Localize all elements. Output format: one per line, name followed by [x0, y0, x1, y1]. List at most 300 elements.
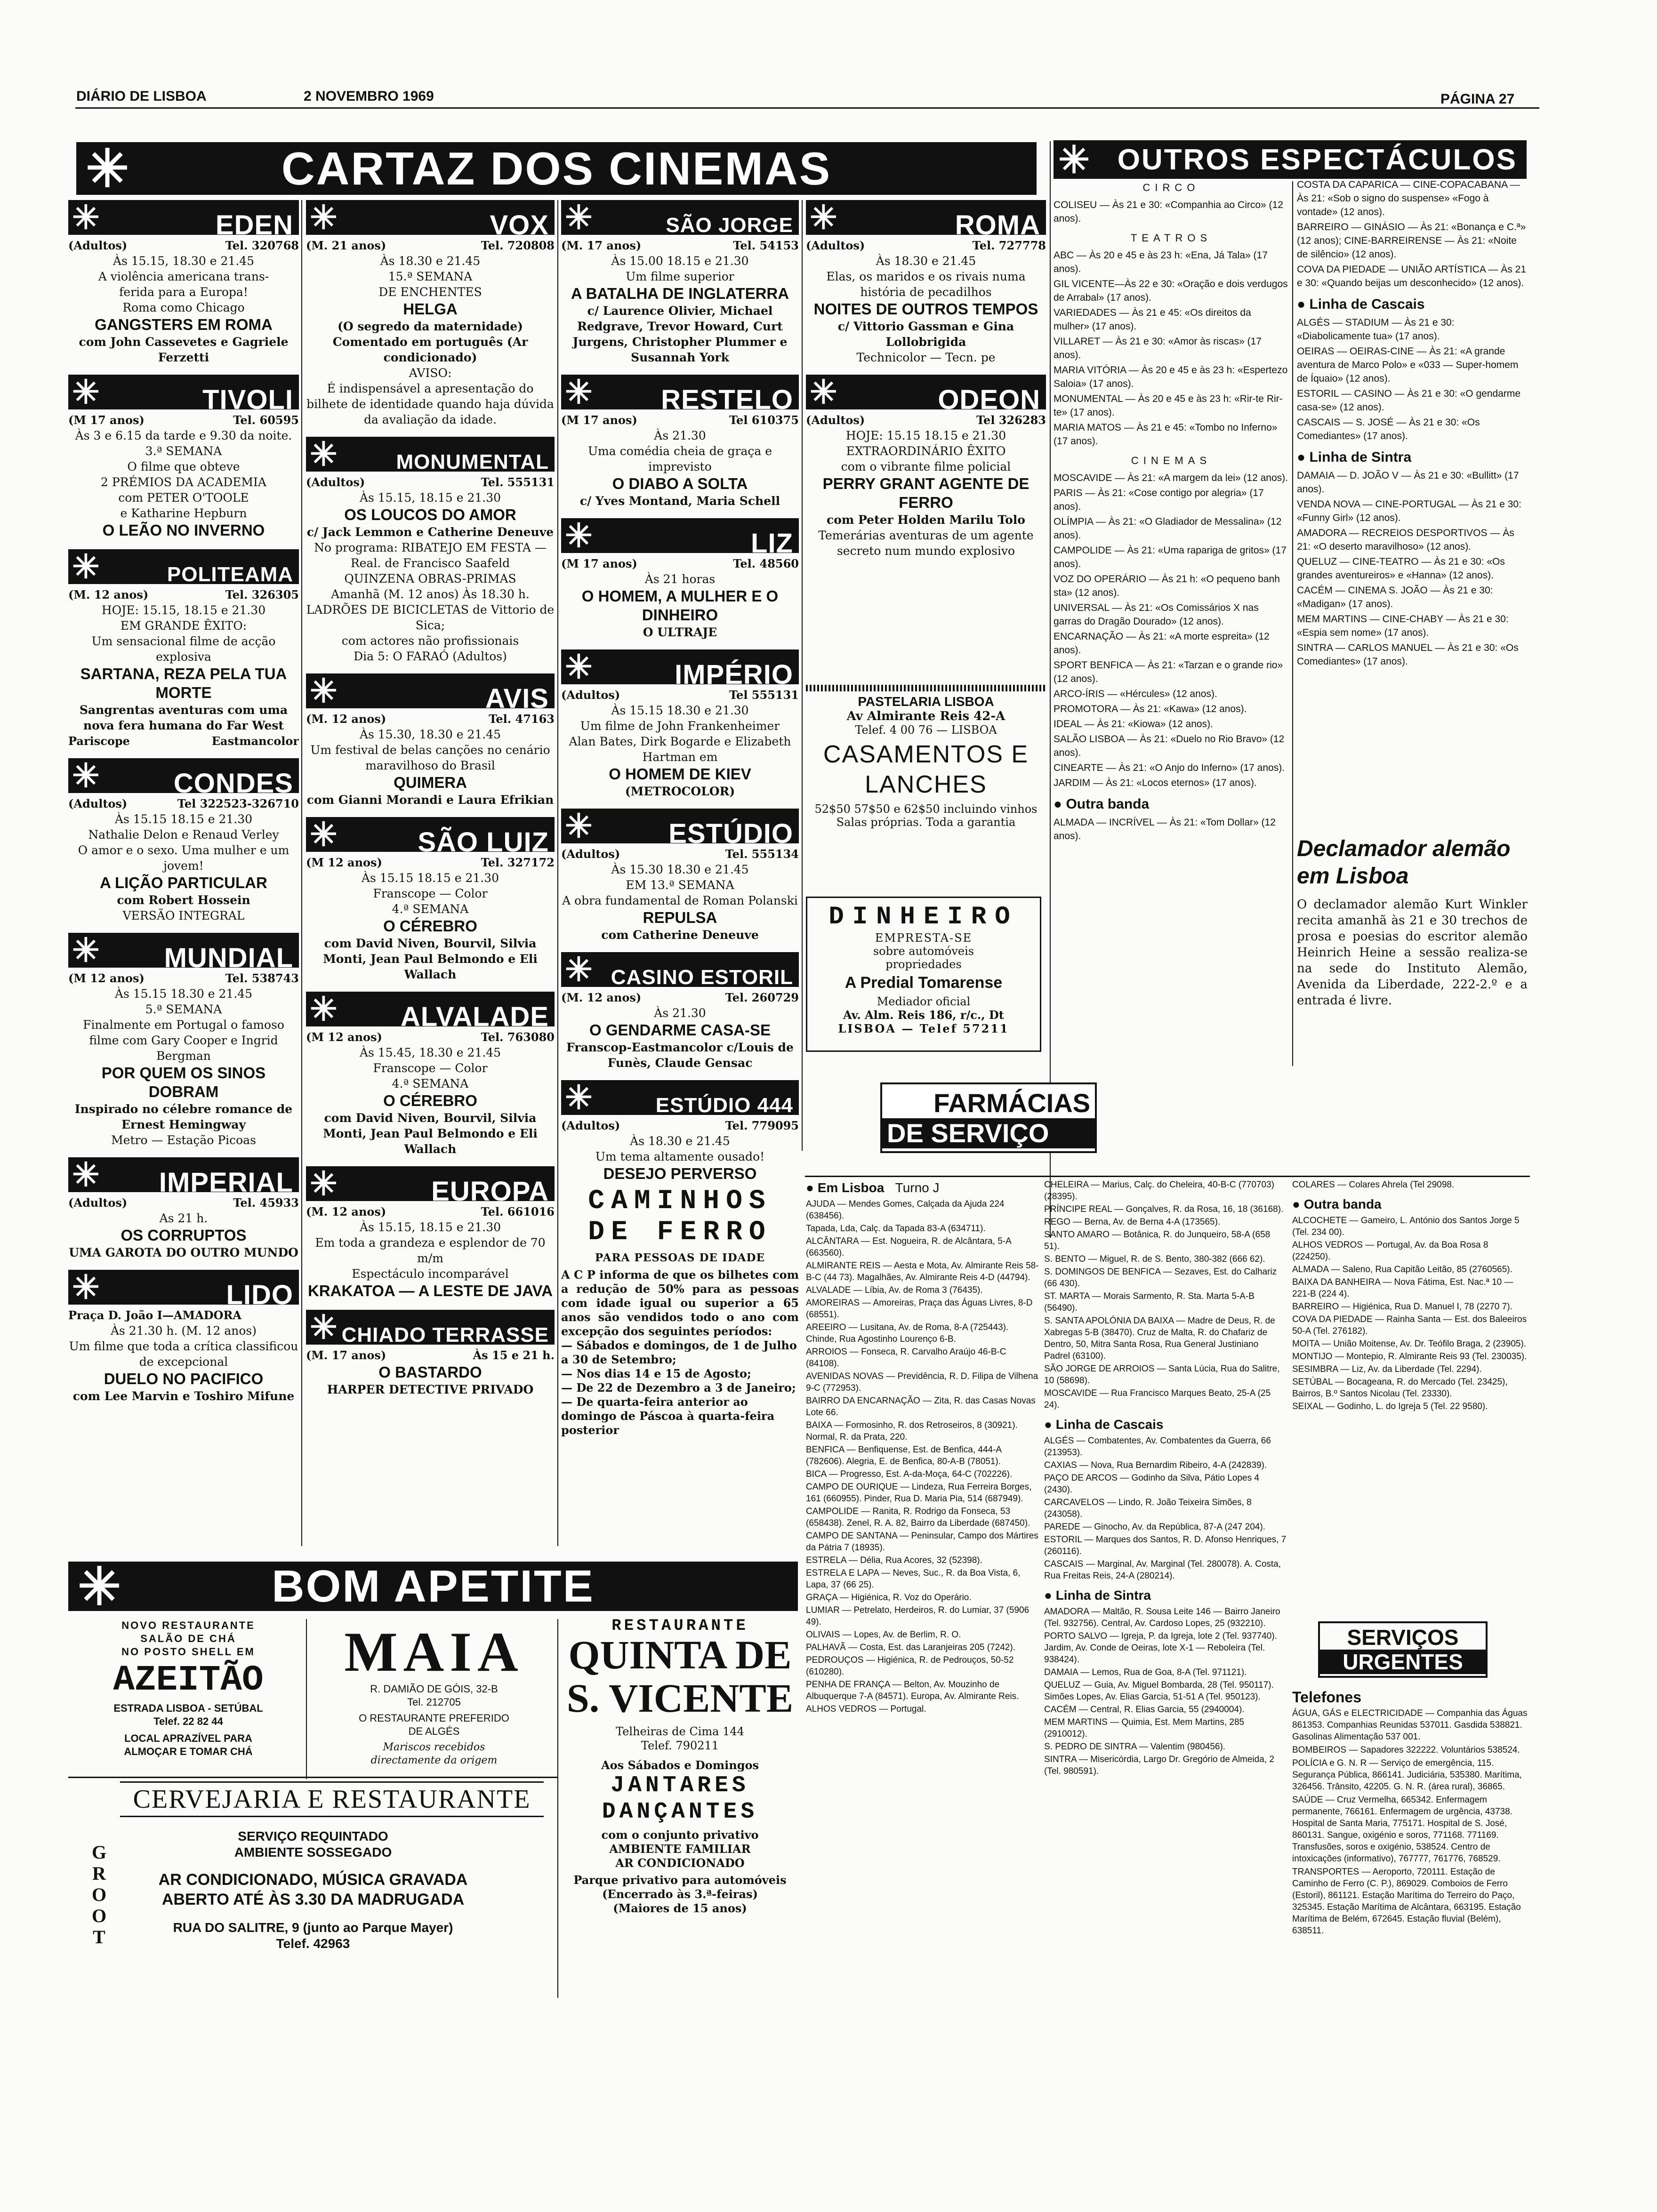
cinema-tel: Tel. 47163 [489, 712, 555, 726]
cinema-name: CHIADO TERRASSE [341, 1323, 549, 1346]
cinema-line: O amor e o sexo. Uma mulher e um jovem! [78, 843, 290, 873]
cinema-tel: Tel. 763080 [481, 1030, 555, 1044]
servicos-list [1292, 1707, 1528, 2098]
servicos-header [1318, 1621, 1488, 1678]
cinema-tel: Tel. 260729 [725, 991, 799, 1004]
asterisk-icon: ✳ [86, 140, 131, 198]
listing-entry: ALCÂNTARA — Est. Nogueira, R. de Alcântara, 5-A (663560). [806, 1236, 1011, 1258]
cinema-line: Às 15.15, 18.30 e 21.45 [113, 254, 255, 268]
cinema-column-2 [306, 200, 555, 1551]
asterisk-icon: ✳ [565, 517, 593, 554]
asterisk-icon: ✳ [72, 1156, 100, 1193]
cinema-name: RESTELO [661, 385, 793, 415]
cinema-footer: Dia 5: O FARAÓ (Adultos) [354, 649, 507, 663]
cinema-line: Franscope — Color [373, 1061, 488, 1075]
listing-entry: AMOREIRAS — Amoreiras, Praça das Águas Livres, 8-D (68551). [806, 1298, 1033, 1320]
col-divider [1050, 141, 1051, 1238]
cinema-footer: É indispensável a apresentação do bilhete de identidade quando haja dúvida da avaliação da idade. [306, 382, 554, 426]
listing-entry: SINTRA — CARLOS MANUEL — Às 21 e 30: «Os Comediantes» (17 anos). [1297, 642, 1519, 667]
farmacias-column-1 [806, 1179, 1039, 2059]
asterisk-icon: ✳ [310, 436, 338, 473]
listing-entry: DAMAIA — D. JOÃO V — Às 21 e 30: «Bullitt» (17 anos). [1297, 470, 1519, 495]
cinema-tel: Tel 322523-326710 [177, 797, 299, 810]
cinema-header [561, 374, 799, 415]
cinema-name: ESTÚDIO [668, 818, 793, 849]
listing-entry: ARCO-ÍRIS — «Hércules» (12 anos). [1054, 689, 1217, 699]
listing-entry: GIL VICENTE—Às 22 e 30: «Oração e dois verdugos de Arrabal» (17 anos). [1054, 279, 1288, 303]
cinema-listing [68, 1157, 299, 1260]
listing-entry: ALMIRANTE REIS — Aesta e Mota, Av. Almirante Reis 58-B-C (44 73). Magalhães, Av. Almirante Reis 4-D (44794). [806, 1261, 1039, 1282]
cinema-listing [306, 673, 555, 808]
asterisk-icon: ✳ [72, 757, 100, 794]
listing-entry: S. SANTA APOLÓNIA DA BAIXA — Madre de Deus, R. de Xabregas 5-B (38470). Cruz de Malta, R. do Chafariz de Dentro, 50, Mitra Santa Rosa, Rua General Justiniano Padrel (63100). [1044, 1316, 1275, 1361]
listing-entry: JARDIM — Às 21: «Locos eternos» (17 anos). [1054, 777, 1257, 788]
cinema-line: A violência americana trans- [98, 270, 269, 283]
listing-entry: SAÚDE — Cruz Vermelha, 665342. Enfermagem permanente, 766161. Enfermagem de urgência, 43738. Hospital de Santa Maria, 775171. Hospital de S. José, 860131. Sangue, oxigénio e soros, 771168. 771169. Transfusões, soros e oxigénio, 538524. Centro de intoxicações (informativo), 767777, 761776, 768529. [1292, 1795, 1512, 1864]
apetite-header [68, 1557, 798, 1616]
sintra-heading: ● Linha de Sintra [1297, 449, 1412, 465]
ad-divider [68, 1777, 558, 1778]
caminhos-list [561, 1338, 799, 1437]
masthead-rule [75, 107, 1539, 109]
cinema-rating: Praça D. João I—AMADORA [68, 1308, 242, 1322]
cinema-name: LIZ [751, 528, 793, 559]
film-cast: c/ Yves Montand, Maria Schell [579, 494, 780, 508]
cinema-header [68, 549, 299, 584]
pastelaria-name: PASTELARIA LISBOA [858, 694, 994, 709]
cinema-listing [306, 1166, 555, 1300]
cinema-tel: Tel. 48560 [733, 557, 799, 570]
listing-entry: MEM MARTINS — Quimia, Est. Mem Martins, 285 (2910012). [1044, 1717, 1245, 1739]
cinema-listing [561, 518, 799, 640]
cinema-tel: Tel. 538743 [225, 971, 299, 985]
film-title: PERRY GRANT AGENTE DE FERRO [822, 475, 1030, 511]
cinema-line: Às 18.30 e 21.45 [876, 254, 976, 268]
listing-entry: MONTIJO — Montepio, R. Almirante Reis 93 (Tel. 230035). [1292, 1352, 1527, 1362]
cervejaria-title: CERVEJARIA E RESTAURANTE [120, 1781, 544, 1817]
film-cast: Franscop-Eastmancolor c/Louis de Funès, Claude Gensac [566, 1041, 794, 1070]
cinema-rating: (Adultos) [806, 413, 865, 427]
cinema-column-1 [68, 200, 299, 1551]
quinta-line: (Maiores de 15 anos) [613, 1901, 747, 1915]
film-cast: (O segredo da maternidade) Comentado em português (Ar condicionado) [332, 320, 528, 364]
listing-entry: VENDA NOVA — CINE-PORTUGAL — Às 21 e 30: «Funny Girl» (12 anos). [1297, 499, 1521, 523]
cinema-name: CASINO ESTORIL [611, 966, 793, 989]
cartaz-header [76, 140, 1037, 198]
listing-entry: ALHOS VEDROS — Portugal, Av. da Boa Rosa 8 (224250). [1292, 1240, 1488, 1262]
cinema-listing [306, 437, 555, 664]
azeitao-line: LOCAL APRAZÍVEL PARA [124, 1732, 252, 1744]
cinema-header [68, 1269, 299, 1310]
listing-entry: PALHAVÃ — Costa, Est. das Laranjeiras 205 (7242). [806, 1643, 1015, 1652]
cinema-listing [806, 375, 1046, 559]
dinheiro-line: Av. Alm. Reis 186, r/c., Dt [843, 1008, 1004, 1022]
film-cast: Inspirado no célebre romance de Ernest Hemingway [74, 1102, 293, 1131]
cinema-rating: (M. 12 anos) [306, 712, 386, 726]
cinema-rating: (Adultos) [68, 1196, 128, 1210]
cascais-title: Linha de Cascais [1309, 297, 1425, 312]
film-cast: (METROCOLOR) [625, 785, 735, 798]
listing-entry: MOITA — União Moitense, Av. Dr. Teófilo Braga, 2 (23905). [1292, 1339, 1527, 1349]
cinema-line: Roma como Chicago [122, 301, 245, 314]
quinta-line: Telheiras de Cima 144 [616, 1725, 744, 1738]
film-title: OS CORRUPTOS [121, 1226, 247, 1244]
film-cast: Sangrentas aventuras com uma nova fera humana do Far West [79, 703, 288, 732]
cinema-rating: (Adultos) [68, 239, 128, 252]
listing-entry: BICA — Progresso, Est. A-da-Moça, 64-C (702226). [806, 1469, 1013, 1479]
cinema-rating: (M. 17 anos) [306, 1348, 386, 1362]
listing-entry: PAREDE — Ginocho, Av. da República, 87-A (247 204). [1044, 1522, 1265, 1532]
film-title: O GENDARME CASA-SE [589, 1021, 771, 1039]
azeitao-line: ALMOÇAR E TOMAR CHÁ [124, 1746, 253, 1757]
listing-entry: BENFICA — Benfiquense, Est. de Benfica, 444-A (782606). Alegria, E. de Benfica, 80-A-B (78051). [806, 1445, 1002, 1467]
cinema-footer-text: Eastmancolor [211, 734, 299, 748]
cinema-line: Espectáculo incomparável [352, 1267, 509, 1281]
cinema-name: SÃO LUIZ [418, 827, 549, 858]
listing-entry: CACÉM — CINEMA S. JOÃO — Às 21 e 30: «Madigan» (17 anos). [1297, 585, 1493, 609]
listing-entry: S. DOMINGOS DE BENFICA — Sezaves, Est. do Calhariz (66 430). [1044, 1267, 1277, 1289]
cinema-listing [68, 758, 299, 923]
cervejaria-line: SERVIÇO REQUINTADO [238, 1829, 388, 1843]
film-cast: c/ Laurence Olivier, Michael Redgrave, Trevor Howard, Curt Jurgens, Christopher Plummer e Susannah York [572, 304, 788, 364]
cinema-tel: Tel. 60595 [233, 413, 299, 427]
listing-entry: POLÍCIA e G. N. R — Serviço de emergência, 115. Segurança Pública, 866141. Judiciária, 535380. Marítima, 326456. Trânsito, 42205. G. N. R. (área rural), 36865. [1292, 1758, 1522, 1792]
cinema-name: ODEON [938, 385, 1040, 415]
cinema-header [68, 757, 299, 799]
film-cast: com Catherine Deneuve [601, 928, 759, 942]
asterisk-icon: ✳ [310, 816, 338, 853]
outros-column-2 [1297, 178, 1528, 827]
listing-entry: BAIXA DA BANHEIRA — Nova Fátima, Est. Nac.ª 10 — 221-B (224 4). [1292, 1277, 1513, 1299]
cinema-header [306, 200, 555, 240]
cinema-line: O filme que obteve [127, 460, 240, 473]
listing-entry: ALMADA — Saleno, Rua Capitão Leitão, 85 (2760565). [1292, 1265, 1512, 1274]
listing-entry: MEM MARTINS — CINE-CHABY — Às 21 e 30: «Espia sem nome» (17 anos). [1297, 614, 1509, 638]
listing-entry: VARIEDADES — Às 21 e 45: «Os direitos da mulher» (17 anos). [1054, 307, 1251, 332]
caminhos-item: — Sábados e domingos, de 1 de Julho a 30 de Setembro; [561, 1338, 797, 1366]
film-title: GANGSTERS EM ROMA [95, 316, 273, 333]
cinema-tel: Tel. 54153 [733, 239, 799, 252]
cervejaria-line: ABERTO ATÉ ÀS 3.30 DA MADRUGADA [161, 1891, 465, 1908]
caminhos-ad [561, 1186, 799, 1544]
quinta-jantares: JANTARES [611, 1773, 749, 1798]
film-cast: O ULTRAJE [643, 625, 717, 639]
quinta-line: AMBIENTE FAMILIAR [609, 1842, 751, 1856]
cinema-line: 3.ª SEMANA [145, 444, 222, 458]
maia-line: DE ALGÉS [408, 1725, 460, 1737]
caminhos-title: DE FERRO [588, 1217, 772, 1248]
listing-entry: BAIXA — Formosinho, R. dos Retroseiros, 8 (30921). Normal, R. da Prata, 220. [806, 1420, 1018, 1442]
listing-entry: CAXIAS — Nova, Rua Bernardim Ribeiro, 4-A (242839). [1044, 1460, 1267, 1470]
cinema-listing [68, 375, 299, 540]
film-title: SARTANA, REZA PELA TUA MORTE [80, 665, 287, 701]
cinema-footer: com actores não profissionais [341, 634, 519, 648]
maia-ad [312, 1621, 556, 1777]
listing-entry: MARIA MATOS — Às 21 e 45: «Tombo no Inferno» (17 anos). [1054, 422, 1278, 447]
asterisk-icon: ✳ [810, 200, 838, 236]
cinema-listing [561, 200, 799, 365]
dinheiro-line: EMPRESTA-SE [875, 931, 973, 945]
listing-entry: AREEIRO — Lusitana, Av. de Roma, 8-A (725443). Chinde, Rua Agostinho Lourenço 6-B. [806, 1322, 1009, 1344]
cinema-line: Às 15.15 18.30 e 21.30 [611, 704, 749, 717]
dinheiro-line: LISBOA — Telef 57211 [838, 1022, 1009, 1035]
cinema-name: SÃO JORGE [666, 214, 793, 237]
cinema-line: Às 21.30 [654, 429, 706, 442]
dinheiro-line: propriedades [885, 958, 962, 971]
cinema-rating: (M 12 anos) [68, 971, 145, 985]
outros-title: OUTROS ESPECTÁCULOS [1117, 143, 1517, 176]
pastelaria-note: Salas próprias. Toda a garantia [836, 816, 1016, 829]
cinema-line: Um sensacional filme de acção explosiva [91, 634, 276, 664]
cinema-line: Às 15.15, 18.15 e 21.30 [359, 491, 501, 505]
listing-entry: MARIA VITÓRIA — Às 20 e 45 e às 23 h: «Espertezo Saloia» (17 anos). [1054, 365, 1288, 389]
asterisk-icon: ✳ [310, 200, 338, 236]
cinema-rating: (Adultos) [561, 688, 620, 702]
turno-label: Turno J [895, 1180, 940, 1195]
asterisk-icon: ✳ [72, 1269, 100, 1306]
cinema-tel: Tel. 45933 [233, 1196, 299, 1210]
film-cast: com Peter Holden Marilu Tolo [827, 513, 1025, 527]
cinema-line: 4.ª SEMANA [392, 902, 469, 916]
cinema-listing [306, 817, 555, 982]
maia-line: Mariscos recebidos [383, 1741, 485, 1753]
cinema-line: Às 21 horas [644, 572, 716, 586]
cinema-footer: VERSÃO INTEGRAL [122, 909, 245, 922]
listing-entry: SINTRA — Misericórdia, Largo Dr. Gregório de Almeida, 2 (Tel. 980591). [1044, 1755, 1274, 1776]
listing-entry: ABC — Às 20 e 45 e às 23 h: «Ena, Já Tala» (17 anos). [1054, 250, 1268, 274]
listing-entry: ALHOS VEDROS — Portugal. [806, 1704, 926, 1714]
cinema-line: As 21 h. [159, 1211, 208, 1225]
declamador-title: Declamador alemão [1297, 836, 1511, 861]
cinema-name: LIDO [226, 1280, 293, 1310]
cinema-line: HOJE: 15.15, 18.15 e 21.30 [101, 603, 266, 617]
quinta-line: Aos Sábados e Domingos [601, 1758, 759, 1772]
listing-entry: PORTO SALVO — Igreja, P. da Igreja, lote 2 (Tel. 937740). Jardim, Av. Conde de Oeiras, lote X-1 — Reboleira (Tel. 938424). [1044, 1631, 1277, 1665]
cinema-column-4 [806, 200, 1046, 680]
cinema-listing [306, 200, 555, 427]
cinema-rating: (M 17 anos) [561, 413, 637, 427]
pastelaria-price: 52$50 57$50 e 62$50 incluindo vinhos [814, 802, 1038, 816]
listing-entry: SESIMBRA — Liz, Av. da Liberdade (Tel. 2294). [1292, 1364, 1482, 1374]
listing-entry: VOZ DO OPERÁRIO — Às 21 h: «O pequeno banh sta» (12 anos). [1054, 574, 1280, 598]
listing-entry: COVA DA PIEDADE — Rainha Santa — Est. dos Baleeiros 50-A (Tel. 276182). [1292, 1314, 1527, 1336]
cinema-tel: Tel. 720808 [481, 239, 555, 252]
cinema-footer: Metro — Estação Picoas [111, 1133, 256, 1147]
asterisk-icon: ✳ [1058, 138, 1092, 181]
farmacias-header [880, 1082, 1097, 1153]
cinema-name: ALVALADE [400, 1002, 549, 1032]
cinema-line: Uma comédia cheia de graça e imprevisto [587, 444, 772, 473]
cervejaria-ad [68, 1781, 558, 2003]
listing-entry: ESTRELA E LAPA — Neves, Suc., R. da Boa Vista, 6, Lapa, 37 (66 25). [806, 1568, 1021, 1590]
outra-banda-heading: ● Outra banda [1054, 796, 1150, 812]
film-cast: UMA GAROTA DO OUTRO MUNDO [69, 1246, 298, 1259]
azeitao-line: NO POSTO SHELL EM [121, 1646, 255, 1658]
cinema-name: TIVOLI [202, 385, 293, 415]
cinema-rating: (M 12 anos) [306, 856, 382, 869]
listing-entry: ÁGUA, GÁS e ELECTRICIDADE — Companhia das Águas 861353. Companhias Reunidas 537011. Gasdida 538821. Gasolinas Alimentação 537 001. [1292, 1708, 1528, 1742]
quinta-line: Parque privativo para automóveis [573, 1873, 787, 1887]
film-title: A BATALHA DE INGLATERRA [571, 285, 789, 302]
masthead-date: 2 NOVEMBRO 1969 [304, 88, 434, 104]
cinema-line: HOJE: 15.15 18.15 e 21.30 [845, 429, 1006, 442]
pastelaria-title: CASAMENTOS E LANCHES [823, 741, 1029, 798]
film-title: QUIMERA [394, 774, 467, 791]
cinema-rating: (Adultos) [306, 475, 365, 489]
cinema-rating: (M. 21 anos) [306, 239, 386, 252]
col-divider [1292, 181, 1293, 1066]
film-title: O BASTARDO [378, 1363, 482, 1381]
cinema-name: MUNDIAL [164, 943, 293, 973]
listing-entry: OLÍMPIA — Às 21: «O Gladiador de Messalina» (12 anos). [1054, 516, 1282, 541]
cervejaria-side: GROOT [88, 1841, 110, 1948]
cinema-rating: (M 17 anos) [561, 557, 637, 570]
asterisk-icon: ✳ [72, 548, 100, 585]
film-title: O CÉREBRO [383, 1092, 477, 1109]
listing-entry: ALGÉS — Combatentes, Av. Combatentes da Guerra, 66 (213953). [1044, 1436, 1271, 1458]
farmacias-rule [805, 1176, 1530, 1177]
cinema-rating: (Adultos) [68, 797, 128, 810]
cinema-line: 5.ª SEMANA [145, 1002, 222, 1016]
listing-entry: COSTA DA CAPARICA — CINE-COPACABANA — Às 21: «Sob o signo do suspense» «Fogo à vontade» (12 anos). [1297, 179, 1520, 217]
lisboa-title: Em Lisboa [817, 1180, 885, 1195]
cinema-line: Às 21.30 h. (M. 12 anos) [111, 1324, 257, 1338]
asterisk-icon: ✳ [72, 200, 100, 236]
listing-entry: PROMOTORA — Às 21: «Kawa» (12 anos). [1054, 704, 1247, 714]
cervejaria-line: RUA DO SALITRE, 9 (junto ao Parque Mayer) [173, 1920, 453, 1935]
cinema-listing [306, 992, 555, 1157]
azeitao-name: AZEITÃO [113, 1660, 264, 1700]
cinema-header [68, 932, 299, 973]
cinema-tel: Tel. 326305 [225, 588, 299, 601]
pastelaria-ad [806, 685, 1046, 873]
quinta-ad [561, 1619, 799, 2005]
listing-entry: LUMIAR — Petrelato, Herdeiros, R. do Lumiar, 37 (5906 49). [806, 1605, 1030, 1627]
cinema-line: Às 3 e 6.15 da tarde e 9.30 da noite. [75, 429, 292, 442]
listing-entry: ALMADA — INCRÍVEL — Às 21: «Tom Dollar» (12 anos). [1054, 817, 1276, 842]
dinheiro-line: sobre automóveis [873, 945, 974, 958]
quinta-line: AR CONDICIONADO [615, 1856, 745, 1870]
cinema-name: AVIS [485, 683, 549, 714]
cinema-header [561, 808, 799, 849]
cinema-line: Às 21.30 [654, 1006, 706, 1020]
cinema-name: IMPÉRIO [675, 659, 793, 690]
azeitao-line: SALÃO DE CHÁ [140, 1633, 236, 1644]
film-title: O CÉREBRO [383, 917, 477, 935]
cinema-header [561, 649, 799, 690]
asterisk-icon: ✳ [78, 1557, 123, 1616]
cinema-footer: LADRÕES DE BICICLETAS de Vittorio de Sica; [306, 603, 555, 632]
outros-column-1 [1054, 175, 1289, 1069]
cinema-footer: Technicolor — Tecn. pe [856, 351, 996, 364]
listing-entry: COLARES — Colares Ahrela (Tel 29098. [1292, 1180, 1455, 1190]
listing-entry: MOSCAVIDE — Às 21: «A margem da lei» (12 anos). [1054, 473, 1288, 483]
listing-entry: ST. MARTA — Morais Sarmento, R. Sta. Marta 5-A-B (56490). [1044, 1291, 1255, 1313]
cinema-line: com PETER O'TOOLE [118, 491, 249, 505]
cinema-line: A obra fundamental de Roman Polanski [562, 894, 798, 907]
farmacias-title: DE SERVIÇO [882, 1118, 1095, 1148]
cinema-tel: Tel. 661016 [481, 1205, 555, 1218]
cinema-header [306, 816, 555, 858]
azeitao-ad [73, 1619, 304, 1774]
film-title: DESEJO PERVERSO [603, 1165, 757, 1179]
listing-entry: SÃO JORGE DE ARROIOS — Santa Lúcia, Rua do Salitre, 10 (58698). [1044, 1364, 1280, 1386]
declamador-title: em Lisboa [1297, 864, 1409, 889]
cinema-tel: Tel 555131 [729, 688, 799, 702]
film-title: A LIÇÃO PARTICULAR [100, 874, 267, 891]
cinema-line: Às 18.30 e 21.45 [380, 254, 481, 268]
listing-entry: AMADORA — RECREIOS DESPORTIVOS — Às 21: «O deserto maravilhoso» (12 anos). [1297, 528, 1514, 552]
cinema-header [306, 437, 555, 472]
asterisk-icon: ✳ [810, 374, 838, 410]
cervejaria-line: AMBIENTE SOSSEGADO [234, 1845, 392, 1859]
cinema-rating: (M. 12 anos) [68, 588, 149, 601]
listing-entry: PAÇO DE ARCOS — Godinho da Silva, Pátio Lopes 4 (2430). [1044, 1473, 1259, 1495]
cinema-listing [68, 933, 299, 1148]
azeitao-line: ESTRADA LISBOA - SETÚBAL [113, 1702, 263, 1714]
film-title: POR QUEM OS SINOS DOBRAM [101, 1064, 266, 1100]
cinema-listing [68, 1270, 299, 1404]
listing-entry: BARREIRO — GINÁSIO — Às 21: «Bonança e C.ª» (12 anos); CINE-BARREIRENSE — Às 21: «Noite de silêncio» (12 anos). [1297, 222, 1526, 260]
listing-entry: MONUMENTAL — Às 20 e 45 e às 23 h: «Rir-te Rir-te» (17 anos). [1054, 393, 1283, 418]
cinema-name: EUROPA [431, 1176, 549, 1207]
cinema-header [68, 1156, 299, 1198]
cinema-line: Às 15.15 18.30 e 21.45 [114, 987, 253, 1001]
cinema-rating: (M. 12 anos) [306, 1205, 386, 1218]
listing-entry: CINEARTE — Às 21: «O Anjo do Inferno» (17 anos). [1054, 762, 1285, 773]
ad-divider [306, 1619, 307, 1779]
asterisk-icon: ✳ [565, 951, 593, 988]
listing-entry: UNIVERSAL — Às 21: «Os Comissários X nas garras do Dragão Dourado» (12 anos). [1054, 602, 1259, 627]
cinema-rating: (M 12 anos) [306, 1030, 382, 1044]
servicos-title: URGENTES [1320, 1650, 1486, 1674]
farmacias-column-2 [1044, 1179, 1287, 2059]
asterisk-icon: ✳ [72, 932, 100, 969]
listing-entry: CASCAIS — S. JOSÉ — Às 21 e 30: «Os Comediantes» (17 anos). [1297, 417, 1480, 441]
listing-entry: MOSCAVIDE — Rua Francisco Marques Beato, 25-A (25 24). [1044, 1388, 1271, 1410]
cinema-line: Um filme que toda a crítica classificou de excepcional [69, 1339, 298, 1369]
cinema-rating: (M. 12 anos) [561, 991, 642, 1004]
declamador-text: O declamador alemão Kurt Winkler recita amanhã às 21 e 30 trechos de prosa e poesias do escritor alemão Heinrich Heine a sessão realiza-se na sede do Instituto Alemão, Avenida da Liberdade, 222-2.º e a entrada é livre. [1297, 898, 1528, 1008]
cinema-line: Às 15.15 18.15 e 21.30 [114, 812, 253, 826]
cinema-listing [561, 952, 799, 1071]
azeitao-line: NOVO RESTAURANTE [121, 1619, 255, 1631]
cinema-header [806, 200, 1046, 240]
pastelaria-address: Av Almirante Reis 42-A [846, 709, 1005, 723]
maia-line: R. DAMIÃO DE GÓIS, 32-B [370, 1683, 498, 1695]
cinema-line: 4.ª SEMANA [392, 1077, 469, 1090]
listing-entry: SALÃO LISBOA — Às 21: «Duelo no Rio Bravo» (12 anos). [1054, 734, 1285, 758]
listing-entry: DAMAIA — Lemos, Rua de Goa, 8-A (Tel. 971121). [1044, 1667, 1247, 1677]
listing-entry: COLISEU — Às 21 e 30: «Companhia ao Circo» (12 anos). [1054, 200, 1283, 224]
cinema-name: EDEN [215, 210, 293, 240]
cinema-listing [306, 1310, 555, 1397]
listing-entry: PENHA DE FRANÇA — Belton, Av. Mouzinho de Albuquerque 7-A (84571). Europa, Av. Almirante Reis. [806, 1680, 1019, 1701]
outros-header [1054, 140, 1527, 179]
listing-entry: PEDROUÇOS — Higiénica, R. de Pedrouços, 50-52 (610280). [806, 1655, 1014, 1677]
sintra-title: Linha de Sintra [1055, 1588, 1151, 1603]
cinema-header [561, 517, 799, 559]
maia-name: MAIA [344, 1620, 524, 1683]
cascais-heading: ● Linha de Cascais [1297, 297, 1425, 312]
film-cast: com John Cassevetes e Gagriele Ferzetti [79, 335, 289, 364]
cervejaria-line: Telef. 42963 [276, 1936, 350, 1951]
caminhos-item: — De 22 de Dezembro a 3 de Janeiro; [561, 1381, 796, 1395]
caminhos-item: — Nos dias 14 e 15 de Agosto; [561, 1367, 751, 1380]
film-title: HELGA [403, 300, 458, 318]
listing-entry: OEIRAS — OEIRAS-CINE — Às 21: «A grande aventura de Marco Polo» e «033 — Super-homem de Íquaio» (12 anos). [1297, 346, 1519, 384]
caminhos-text: A C P informa de que os bilhetes com a redução de 50% para as pessoas com idade igual ou superior a 65 anos são vendidos todo o ano com excepção dos seguintes períodos: [561, 1268, 799, 1338]
